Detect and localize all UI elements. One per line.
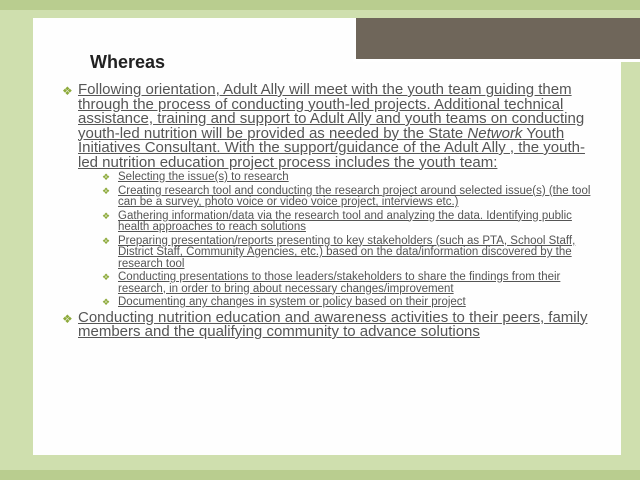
sub-bullet-text: Documenting any changes in system or policy based on their project bbox=[118, 296, 466, 308]
sub-bullet-4 bbox=[102, 236, 602, 271]
bullet-2-text: Conducting nutrition education and awareness activities to their peers, family members and the qualifying community to advance solutions bbox=[78, 308, 588, 340]
sub-bullet-6 bbox=[102, 297, 602, 309]
diamond-bullet-icon: ❖ bbox=[62, 84, 73, 98]
sub-bullet-1 bbox=[102, 172, 602, 184]
diamond-bullet-icon: ❖ bbox=[102, 272, 111, 282]
header-photo-placeholder bbox=[353, 18, 640, 62]
slide-content bbox=[62, 83, 602, 340]
bullet-1 bbox=[62, 83, 602, 170]
bullet-1-text-b: Youth Initiatives Consultant. With the support/guidance of the Adult Ally , the youth-led nutrition education project process includes the youth team: bbox=[78, 124, 585, 171]
sub-bullet-text: Preparing presentation/reports presenting to key stakeholders (such as PTA, School Staff, District Staff, Community Agencies, etc.) based on the data/information discovered by the research tool bbox=[118, 234, 576, 270]
slide-title: Whereas bbox=[90, 52, 166, 72]
sub-bullet-text: Conducting presentations to those leaders/stakeholders to share the findings from their research, in order to bring about necessary changes/improvement bbox=[118, 271, 561, 295]
bullet-2 bbox=[62, 308, 602, 340]
diamond-bullet-icon: ❖ bbox=[62, 311, 73, 326]
sub-bullet-5 bbox=[102, 272, 602, 295]
diamond-bullet-icon: ❖ bbox=[102, 210, 111, 221]
diamond-bullet-icon: ❖ bbox=[102, 297, 111, 307]
bullet-1-text-a: Following orientation, Adult Ally will meet with the youth team guiding them through the process of conducting youth-led projects. Additional technical assistance, training and support to Adult Ally and youth teams on conducting youth-led nutrition will be provided as needed by the State bbox=[78, 81, 585, 142]
diamond-bullet-icon: ❖ bbox=[102, 235, 111, 246]
sub-bullet-text: Gathering information/data via the research tool and analyzing the data. Identifying public health approaches to reach solutions bbox=[118, 209, 572, 233]
bottom-band bbox=[0, 470, 640, 480]
bullet-1-text-em: Network bbox=[467, 124, 523, 142]
top-band bbox=[0, 0, 640, 10]
sub-bullet-text: Selecting the issue(s) to research bbox=[118, 171, 289, 183]
sub-bullet-text: Creating research tool and conducting the research project around selected issue(s) (the tool can be a survey, photo voice or video voice project, interviews etc.) bbox=[118, 184, 591, 208]
sub-bullet-3 bbox=[102, 211, 602, 234]
sub-bullet-2 bbox=[102, 186, 602, 209]
diamond-bullet-icon: ❖ bbox=[102, 172, 111, 182]
sub-bullet-list bbox=[102, 172, 602, 309]
diamond-bullet-icon: ❖ bbox=[102, 185, 111, 196]
